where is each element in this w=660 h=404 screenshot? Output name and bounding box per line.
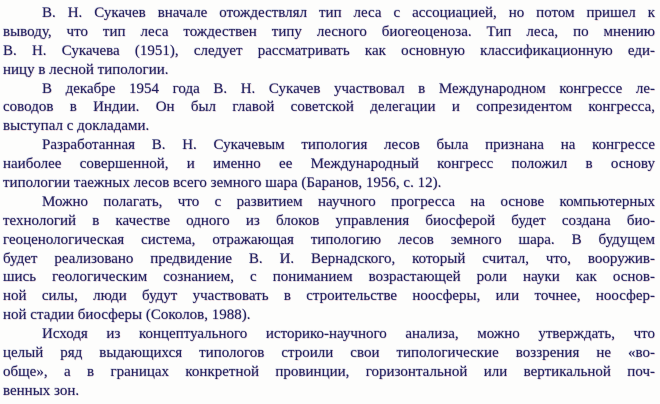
text-line: В. Н. Сукачева (1951), следует рассматривать как основную классификационную еди- — [3, 42, 655, 59]
text-line: типологии таежных лесов всего земного шара (Баранов, 1956, с. 12). — [3, 175, 442, 192]
text-line: целый ряд выдающихся типологов строили свои типологические воззрения не «во- — [3, 345, 655, 362]
text-line: венных зон. — [3, 382, 80, 399]
text-line: Разработанная В. Н. Сукачевым типология лесов была признана на конгрессе — [42, 137, 655, 154]
text-line: Исходя из концептуального историко-научного анализа, можно утверждать, что — [42, 326, 655, 343]
paragraph — [3, 4, 655, 80]
text-line: Можно полагать, что с развитием научного прогресса на основе компьютерных — [42, 193, 655, 210]
text-line: ной силы, люди будут участвовать в строительстве ноосферы, или точнее, ноосфер- — [3, 288, 655, 305]
text-line: В. Н. Сукачев вначале отождествлял тип леса с ассоциацией, но потом пришел к — [42, 5, 655, 21]
text-line: обще», а в границах конкретной провинции, горизонтальной или вертикальной поч- — [3, 363, 655, 380]
text-line: геоценологическая система, отражающая типологию лесов земного шара. В будущем — [3, 231, 655, 248]
paragraph — [3, 80, 655, 137]
text-line: В декабре 1954 года В. Н. Сукачев участвовал в Международном конгрессе ле- — [42, 80, 655, 97]
text-line: выступал с докладами. — [3, 118, 150, 135]
paragraph — [3, 325, 655, 401]
text-line: ной стадии биосферы (Соколов, 1988). — [3, 307, 251, 324]
text-line: выводу, что тип леса тождествен типу лесного биогеоценоза. Тип леса, по мнению — [3, 23, 655, 40]
paragraph — [3, 193, 655, 325]
text-line: технологий в качестве одного из блоков управления биосферой будет создана био- — [3, 212, 655, 229]
paragraph — [3, 136, 655, 193]
text-line: будет реализовано предвидение В. И. Вернадского, который считал, что, вооружив- — [3, 250, 655, 267]
text-line: соводов в Индии. Он был главой советской делегации и сопрезидентом конгресса, — [3, 99, 655, 116]
document-text — [3, 4, 655, 401]
text-line: ницу в лесной типологии. — [3, 61, 169, 78]
text-line: шись геологическим сознанием, с пониманием возрастающей роли науки как основ- — [3, 269, 655, 286]
text-line: наиболее совершенной, и именно ее Международный конгресс положил в основу — [3, 156, 655, 173]
